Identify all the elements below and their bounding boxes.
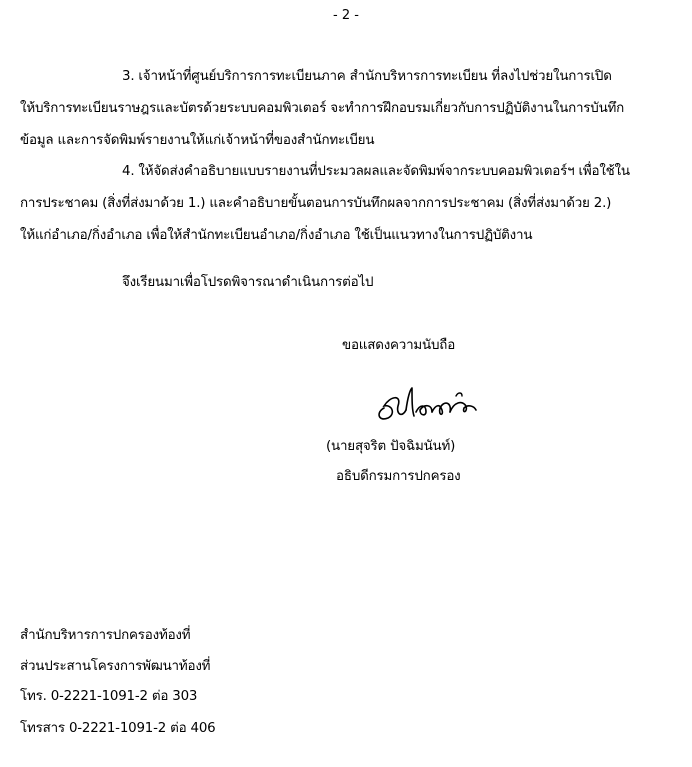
footer-fax: โทรสาร 0-2221-1091-2 ต่อ 406 [20, 721, 216, 736]
paragraph-3-line-3: ข้อมูล และการจัดพิมพ์รายงานให้แก่เจ้าหน้าที่ของสำนักทะเบียน [20, 133, 375, 148]
footer-phone: โทร. 0-2221-1091-2 ต่อ 303 [20, 689, 198, 704]
page-number: - 2 - [333, 8, 359, 23]
paragraph-3-line-1: 3. เจ้าหน้าที่ศูนย์บริการการทะเบียนภาค สำนักบริหารการทะเบียน ที่ลงไปช่วยในการเปิด [122, 69, 612, 84]
paragraph-4-line-2: การประชาคม (สิ่งที่ส่งมาด้วย 1.) และคำอธิบายขั้นตอนการบันทึกผลจากการประชาคม (สิ่งที่ส่งมาด้วย 2.) [20, 196, 612, 211]
closing-request: จึงเรียนมาเพื่อโปรดพิจารณาดำเนินการต่อไป [122, 275, 374, 290]
handwritten-signature [372, 382, 482, 422]
salutation: ขอแสดงความนับถือ [342, 338, 456, 353]
footer-division: ส่วนประสานโครงการพัฒนาท้องที่ [20, 659, 211, 674]
paragraph-4-line-1: 4. ให้จัดส่งคำอธิบายแบบรายงานที่ประมวลผลและจัดพิมพ์จากระบบคอมพิวเตอร์ฯ เพื่อใช้ใน [122, 164, 630, 179]
paragraph-3-line-2: ให้บริการทะเบียนราษฎรและบัตรด้วยระบบคอมพิวเตอร์ จะทำการฝึกอบรมเกี่ยวกับการปฏิบัติงานในการบันทึก [20, 101, 625, 116]
paragraph-4-line-3: ให้แก่อำเภอ/กิ่งอำเภอ เพื่อให้สำนักทะเบียนอำเภอ/กิ่งอำเภอ ใช้เป็นแนวทางในการปฏิบัติงาน [20, 228, 533, 243]
signer-title: อธิบดีกรมการปกครอง [336, 469, 461, 484]
signer-name: (นายสุจริต ปัจฉิมนันท์) [326, 439, 456, 454]
footer-office: สำนักบริหารการปกครองท้องที่ [20, 628, 191, 643]
